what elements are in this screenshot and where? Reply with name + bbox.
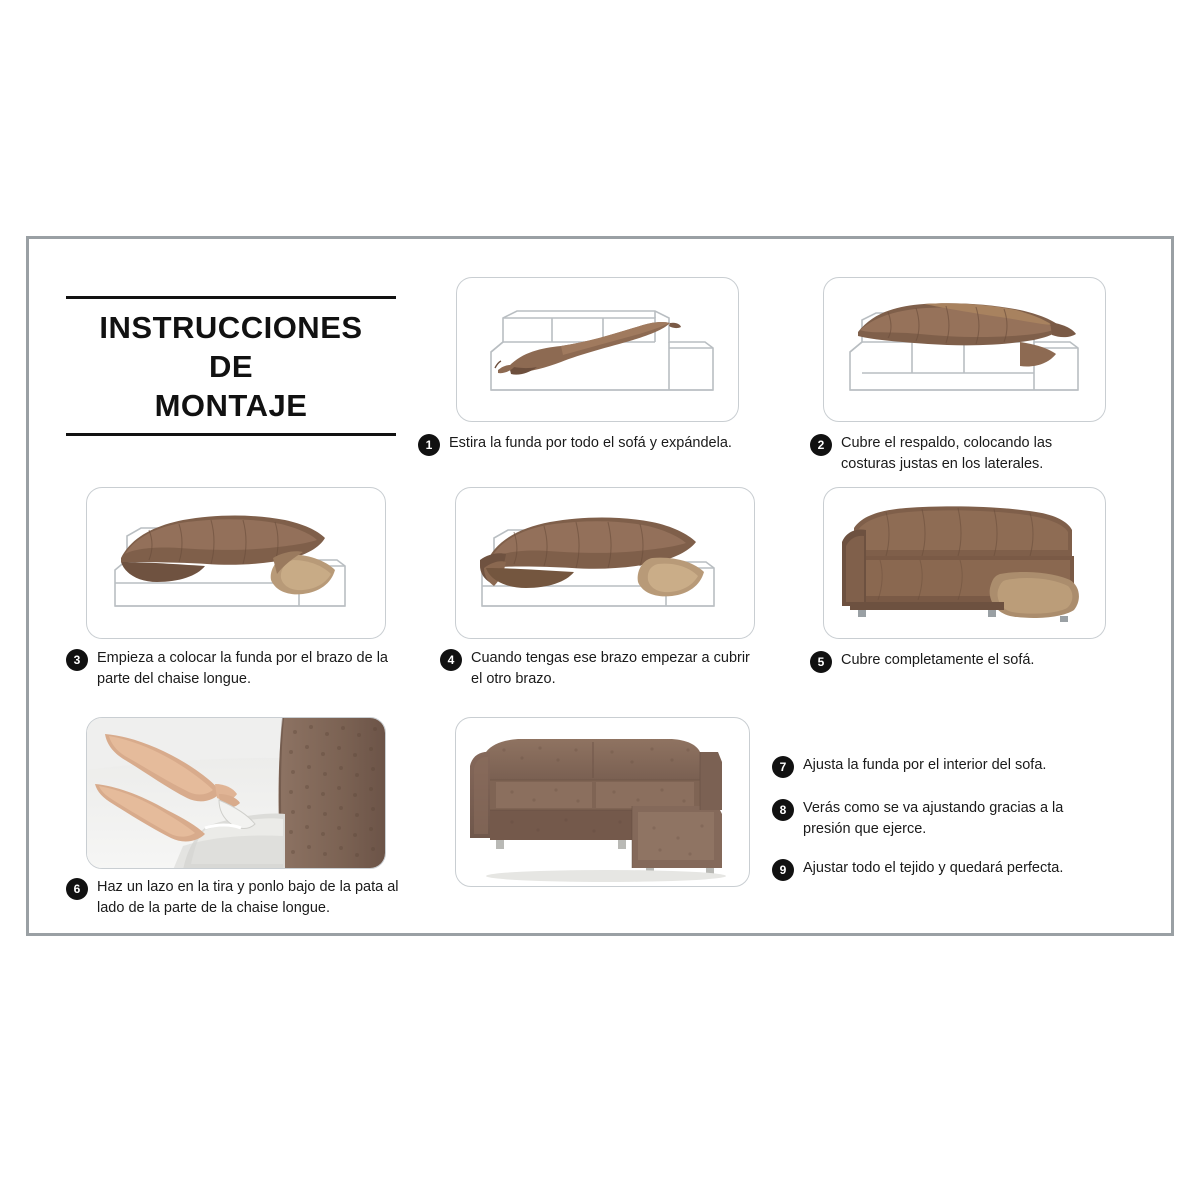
sofa-fully-covered-icon [824, 488, 1106, 639]
step-2-badge: 2 [810, 434, 832, 456]
panel-step-1 [456, 277, 739, 422]
step-9-caption: Ajustar todo el tejido y quedará perfecta. [803, 860, 1064, 876]
page-title [66, 296, 396, 446]
step-7-badge: 7 [772, 756, 794, 778]
panel-step-5 [823, 487, 1106, 639]
sofa-cover-over-backrest-icon [824, 278, 1106, 422]
step-4-caption: Cuando tengas ese brazo empezar a cubrir el otro brazo. [471, 650, 750, 687]
step-8 [772, 798, 1092, 840]
step-4-badge: 4 [440, 649, 462, 671]
step-1-badge: 1 [418, 434, 440, 456]
step-9 [772, 858, 1112, 881]
step-5 [810, 650, 1100, 673]
step-8-badge: 8 [772, 799, 794, 821]
panel-step-6-photo [86, 717, 386, 869]
title-line-2: DE [208, 349, 254, 384]
step-6-caption: Haz un lazo en la tira y ponlo bajo de la pata al lado de la parte de la chaise longue. [97, 879, 399, 916]
step-6-badge: 6 [66, 878, 88, 900]
panel-step-4 [455, 487, 755, 639]
step-3 [66, 648, 406, 690]
step-3-caption: Empieza a colocar la funda por el brazo de la parte del chaise longue. [97, 650, 388, 687]
step-5-caption: Cubre completamente el sofá. [841, 652, 1035, 668]
step-3-badge: 3 [66, 649, 88, 671]
hands-tying-strap-photo-icon [87, 718, 386, 869]
step-7 [772, 755, 1102, 778]
step-9-badge: 9 [772, 859, 794, 881]
sofa-cover-chaise-arm-icon [87, 488, 386, 639]
title-text [66, 299, 396, 433]
step-7-caption: Ajusta la funda por el interior del sofa. [803, 757, 1047, 773]
step-6 [66, 877, 406, 919]
panel-step-2 [823, 277, 1106, 422]
step-2 [810, 433, 1110, 475]
step-5-badge: 5 [810, 651, 832, 673]
panel-finished-sofa [455, 717, 750, 887]
panel-step-3 [86, 487, 386, 639]
step-1 [418, 433, 773, 456]
step-8-caption: Verás como se va ajustando gracias a la presión que ejerce. [803, 800, 1064, 837]
sofa-outline-with-folded-cover-icon [457, 278, 739, 422]
title-line-3: MONTAJE [154, 388, 308, 423]
sofa-cover-other-arm-icon [456, 488, 755, 639]
finished-sofa-icon [456, 718, 750, 887]
title-rule-bottom [66, 433, 396, 436]
step-1-caption: Estira la funda por todo el sofá y expándela. [449, 435, 732, 451]
step-4 [440, 648, 765, 690]
title-line-1: INSTRUCCIONES [99, 310, 363, 345]
step-2-caption: Cubre el respaldo, colocando las costuras justas en los laterales. [841, 435, 1053, 472]
